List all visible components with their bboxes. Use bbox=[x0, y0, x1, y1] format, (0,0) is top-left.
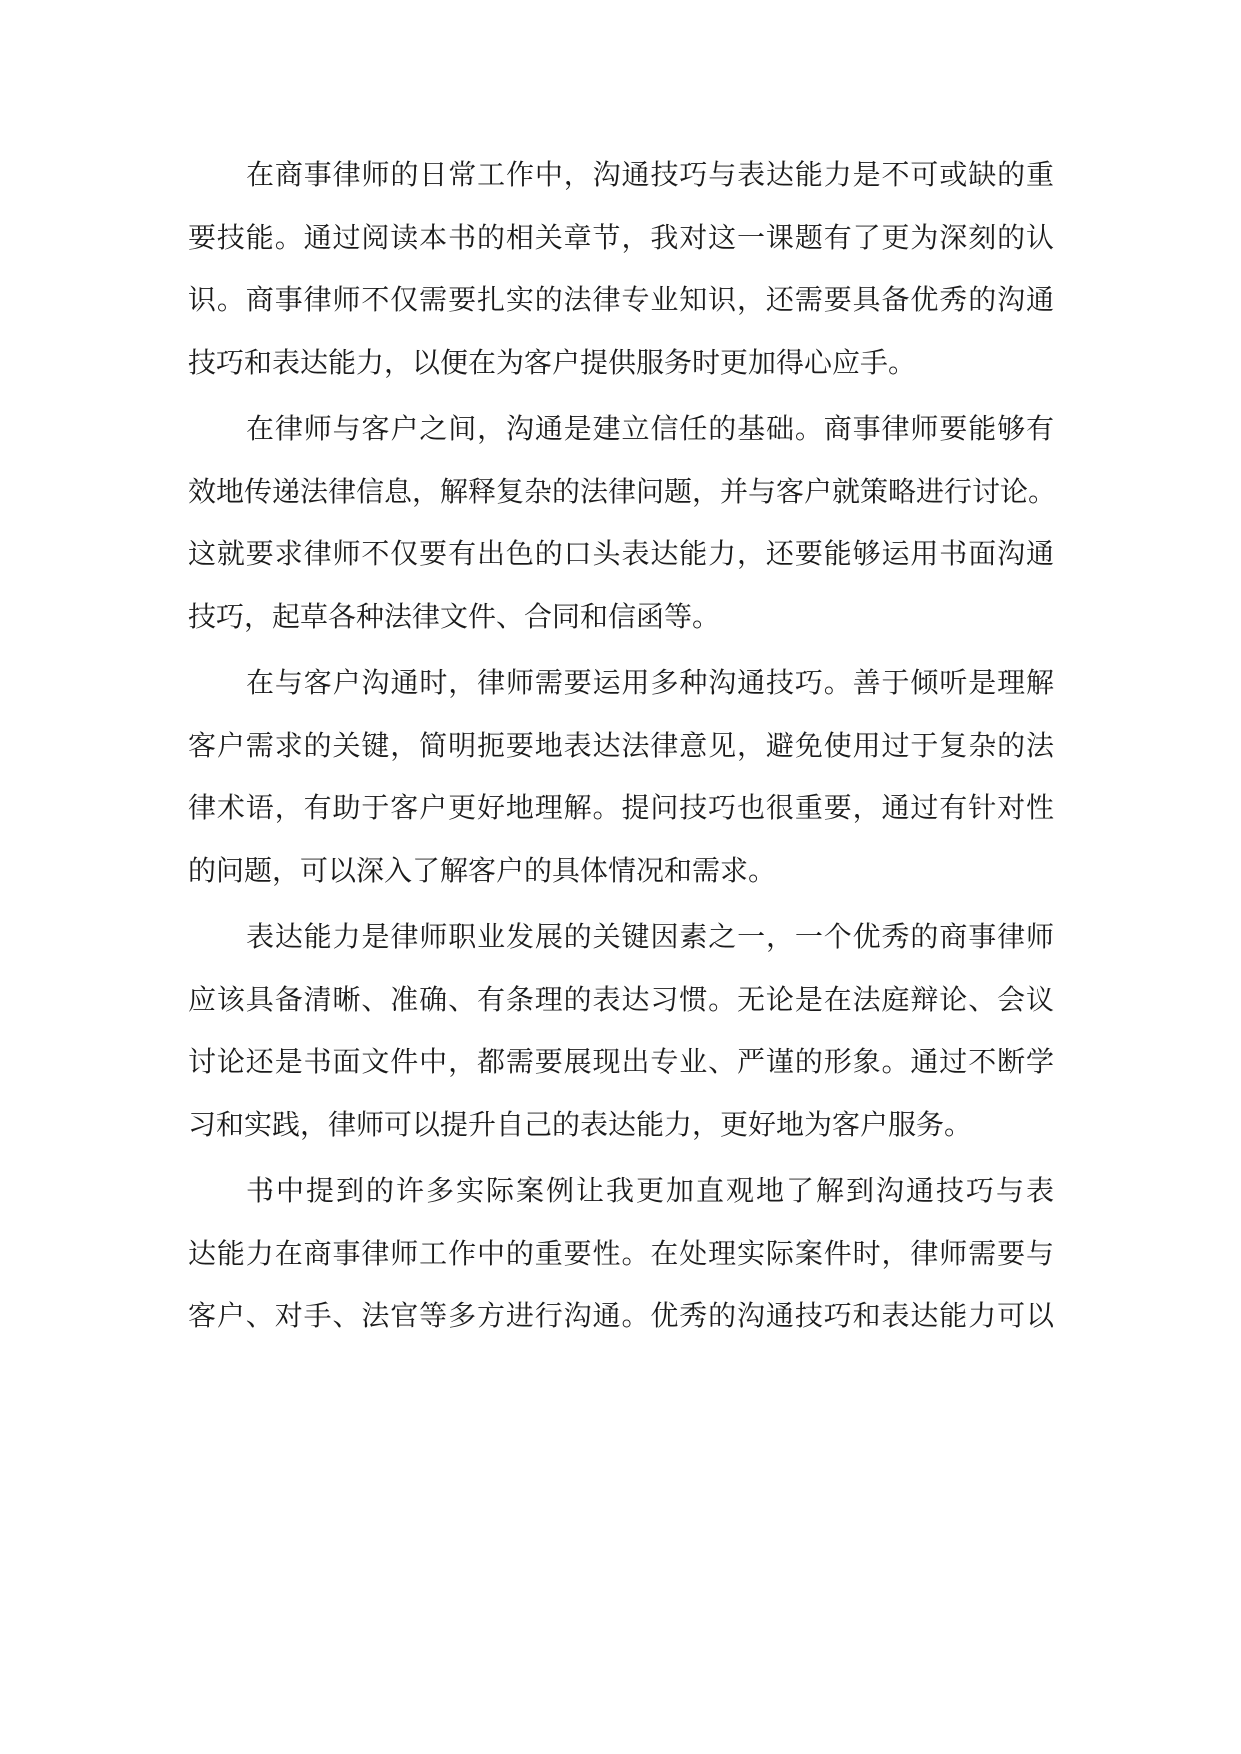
text-line: 要技能。通过阅读本书的相关章节，我对这一课题有了更为深刻的认 bbox=[188, 220, 1054, 254]
text-line: 效地传递法律信息，解释复杂的法律问题，并与客户就策略进行讨论。 bbox=[188, 474, 1057, 508]
text-line: 书中提到的许多实际案例让我更加直观地了解到沟通技巧与表 bbox=[246, 1174, 1054, 1207]
document-body bbox=[188, 144, 1057, 1348]
paragraph-3 bbox=[188, 652, 1054, 902]
text-line: 在商事律师的日常工作中，沟通技巧与表达能力是不可或缺的重 bbox=[246, 158, 1054, 191]
text-line: 技巧和表达能力，以便在为客户提供服务时更加得心应手。 bbox=[188, 345, 917, 379]
paragraph-4 bbox=[188, 906, 1054, 1156]
text-line: 表达能力是律师职业发展的关键因素之一，一个优秀的商事律师 bbox=[246, 920, 1054, 953]
text-line: 应该具备清晰、准确、有条理的表达习惯。无论是在法庭辩论、会议 bbox=[188, 982, 1054, 1016]
text-line: 客户、对手、法官等多方进行沟通。优秀的沟通技巧和表达能力可以 bbox=[188, 1299, 1054, 1332]
text-line: 讨论还是书面文件中，都需要展现出专业、严谨的形象。通过不断学 bbox=[188, 1045, 1054, 1078]
text-line: 识。商事律师不仅需要扎实的法律专业知识，还需要具备优秀的沟通 bbox=[188, 283, 1054, 316]
text-line: 技巧，起草各种法律文件、合同和信函等。 bbox=[188, 599, 721, 633]
text-line: 在律师与客户之间，沟通是建立信任的基础。商事律师要能够有 bbox=[246, 412, 1054, 445]
text-line: 达能力在商事律师工作中的重要性。在处理实际案件时，律师需要与 bbox=[188, 1236, 1054, 1270]
text-line: 律术语，有助于客户更好地理解。提问技巧也很重要，通过有针对性 bbox=[188, 791, 1054, 824]
text-line: 习和实践，律师可以提升自己的表达能力，更好地为客户服务。 bbox=[188, 1107, 973, 1141]
paragraph-1 bbox=[188, 144, 1054, 394]
text-line: 客户需求的关键，简明扼要地表达法律意见，避免使用过于复杂的法 bbox=[188, 728, 1054, 762]
paragraph-2 bbox=[188, 398, 1057, 648]
text-line: 这就要求律师不仅要有出色的口头表达能力，还要能够运用书面沟通 bbox=[188, 537, 1054, 570]
text-line: 在与客户沟通时，律师需要运用多种沟通技巧。善于倾听是理解 bbox=[246, 666, 1054, 699]
text-line: 的问题，可以深入了解客户的具体情况和需求。 bbox=[188, 853, 777, 887]
paragraph-5 bbox=[188, 1160, 1054, 1348]
